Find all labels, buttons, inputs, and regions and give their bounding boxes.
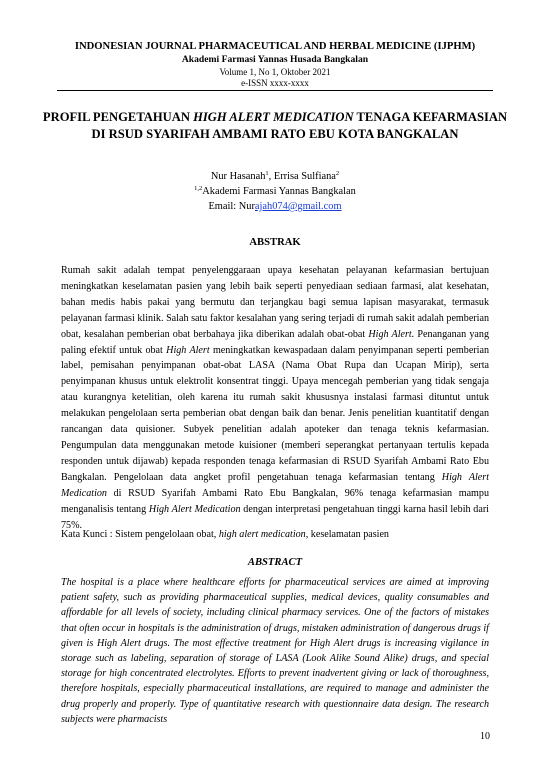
abstrak-italic-1: High Alert.	[368, 328, 415, 340]
abstrak-text-5: dengan interpretasi pengetahuan tinggi karna hasil lebih dari 75%.	[61, 503, 489, 531]
keywords	[61, 528, 489, 541]
author-affiliation	[0, 185, 550, 198]
paper-title	[40, 109, 510, 143]
journal-name: INDONESIAN JOURNAL PHARMACEUTICAL AND HERBAL MEDICINE (IJPHM)	[74, 41, 476, 52]
abstrak-italic-2: High Alert	[166, 344, 210, 356]
title-part-3: TENAGA KEFARMASIAN DI RSUD SYARIFAH AMBAMI RATO EBU KOTA BANGKALAN	[91, 110, 508, 141]
author-separator: ,	[268, 171, 274, 182]
abstract-body: The hospital is a place where healthcare efforts for pharmaceutical services are aimed at improving patient safety, such as providing pharmaceutical supplies, medical devices, quality consumables and affordable for all levels of society, including clinical pharmacy services. One of the factors of mistakes that often occur in hospitals is the administration of drugs, mistaken administration of dangerous drugs if given is High Alert drugs. The most effective treatment for High Alert drugs is increasing vigilance in storage such as labeling, separation of storage of LASA (Look Alike Sound Alike) drugs, and special storage for high concentrated electrolytes. Efforts to prevent inadvertent giving or lack of thoroughness, therefore hospitals, especially pharmaceutical installations, are required to manage and administer the drug properly and properly. Type of quantitative research with questionnaire data design. The research subjects were pharmacists	[61, 577, 489, 725]
abstrak-text-3: meningkatkan kewaspadaan dalam penyimpanan seperti pemberian label, pemisahan penyimpanan obat-obat LASA (Nama Obat Rupa dan Ucapan Mirip), serta penyimpanan khusus untuk elektrolit konsentrat tinggi. Upaya mencegah pemberian yang tidak sengaja atau kurangnya ketelitian, oleh karena itu rumah sakit khususnya instalasi farmasi dituntut untuk melakukan pengelolaan serta pemberian obat dengan baik dan benar. Jenis penelitian kuantitatif dengan rancangan data quisioner. Subyek penelitian adalah apoteker dan tenaga teknis kefarmasian. Pengumpulan data menggunakan metode kuisioner (memberi seperangkat pertanyaan tertulis kepada responden untuk dijawab) kepada responden tenaga kefarmasian di RSUD Syarifah Ambami Rato Ebu Bangkalan. Pengelolaan data angket profil pengetahuan tenaga kefarmasian tentang	[61, 344, 489, 483]
issn: e-ISSN xxxx-xxxx	[241, 78, 309, 88]
email-link[interactable]: ajah074@gmail.com	[254, 201, 342, 212]
keywords-italic: high alert medication,	[218, 529, 309, 540]
journal-institution: Akademi Farmasi Yannas Husada Bangkalan	[181, 54, 369, 65]
author-1: Nur Hasanah	[210, 171, 266, 182]
volume-info: Volume 1, No 1, Oktober 2021	[219, 67, 331, 77]
title-part-1: PROFIL PENGETAHUAN	[42, 110, 194, 124]
author-email	[0, 200, 550, 213]
abstrak-heading: ABSTRAK	[249, 237, 301, 248]
author-1-sup: 1	[265, 170, 269, 177]
abstrak-italic-4: High Alert Medication	[148, 503, 241, 515]
author-2-sup: 2	[335, 170, 340, 177]
abstrak-text-1: Rumah sakit adalah tempat penyelenggaraan upaya kesehatan pelayanan kefarmasian bertujuan meningkatkan keselamatan pasien yang lebih baik seperti penyediaan sediaan farmasi, alat kesehatan, bahan medis habis pakai yang bermutu dan terjangkau bagi semua lapisan masyarakat, termasuk pelayanan farmasi klinik. Salah satu faktor kesalahan yang sering terjadi di rumah sakit adalah pemberian obat, kesalahan pemberian obat berbahaya jika diberikan adalah obat-obat	[61, 265, 489, 340]
abstrak-italic-3: High Alert Medication	[61, 471, 489, 499]
author-list	[0, 170, 550, 183]
title-part-2: HIGH ALERT MEDICATION	[193, 110, 354, 124]
page-number: 10	[480, 731, 490, 742]
affiliation-sup: 1,2	[194, 185, 203, 192]
author-2: Errisa Sulfiana	[273, 171, 336, 182]
abstract-heading: ABSTRACT	[247, 557, 303, 568]
keywords-prefix: Kata Kunci : Sistem pengelolaan obat,	[61, 529, 219, 540]
email-label: Email: Nur	[208, 201, 255, 212]
affiliation-name: Akademi Farmasi Yannas Bangkalan	[202, 186, 356, 197]
abstrak-body	[61, 263, 489, 533]
header-divider	[57, 90, 493, 91]
abstrak-text-2: Penanganan yang paling efektif untuk obat	[61, 328, 489, 356]
abstrak-text-4: di RSUD Syarifah Ambami Rato Ebu Bangkalan, 96% tenaga kefarmasian mampu menganalisis tentang	[61, 487, 489, 515]
keywords-suffix: keselamatan pasien	[308, 529, 389, 540]
